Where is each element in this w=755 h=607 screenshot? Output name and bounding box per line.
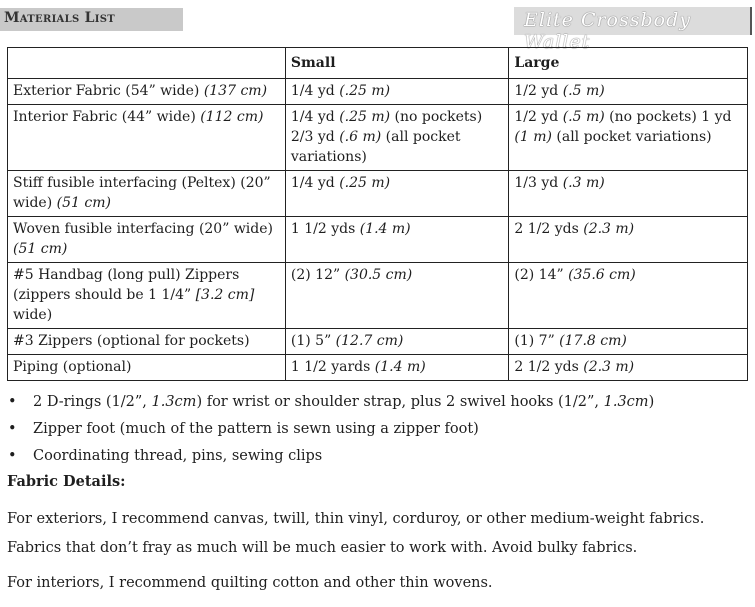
quantity-large-cell — [509, 171, 748, 217]
quantity-small-cell — [285, 355, 509, 381]
quantity-metric: (30.5 cm) — [344, 267, 413, 283]
quantity-large-cell — [509, 263, 748, 329]
quantity-metric: (17.8 cm) — [559, 333, 627, 349]
quantity-metric: (1.4 m) — [359, 221, 411, 237]
quantity-text: 2 1/2 yds — [514, 221, 584, 237]
bullet-icon: • — [8, 421, 17, 437]
quantity-text: 1/3 yd — [514, 175, 563, 191]
table-row — [8, 171, 748, 217]
material-metric: [3.2 cm] — [195, 287, 255, 303]
material-metric: (137 cm) — [203, 83, 268, 99]
quantity-metric: (.3 m) — [562, 175, 605, 191]
quantity-text: 1 1/2 yards — [290, 359, 375, 375]
list-item-text: Coordinating thread, pins, sewing clips — [33, 448, 323, 464]
table-row — [8, 329, 748, 355]
bullet-icon: • — [8, 448, 17, 464]
material-name: Piping (optional) — [13, 359, 132, 375]
list-item — [6, 392, 654, 419]
quantity-metric: (1.4 m) — [374, 359, 426, 375]
quantity-metric: (.5 m) — [562, 109, 605, 125]
quantity-metric: (35.6 cm) — [568, 267, 636, 283]
material-item-cell — [8, 217, 286, 263]
quantity-text: 1/2 yd — [514, 109, 563, 125]
quantity-large-cell — [509, 105, 748, 171]
quantity-metric: (.25 m) — [339, 109, 391, 125]
material-item-cell — [8, 79, 286, 105]
material-name: Interior Fabric (44” wide) — [13, 109, 196, 125]
quantity-text: (1) 5” — [290, 333, 336, 349]
fabric-details-paragraph: For exteriors, I recommend canvas, twill, thin vinyl, corduroy, or other medium-weight fabrics. Fabrics that don’t fray as much will be much easier to work with. Avoid bulky fabrics. — [7, 511, 705, 556]
list-item-text: 2 D-rings (1/2”, — [33, 394, 152, 410]
quantity-large-cell — [509, 355, 748, 381]
material-metric: (51 cm) — [56, 195, 111, 211]
material-item-cell — [8, 105, 286, 171]
quantity-large-cell — [509, 329, 748, 355]
quantity-text: (2) 14” — [514, 267, 569, 283]
material-metric: (112 cm) — [200, 109, 264, 125]
quantity-text: (all pocket variations) — [290, 129, 461, 165]
list-item-metric: 1.3cm — [151, 394, 197, 410]
material-metric: (51 cm) — [13, 241, 68, 257]
quantity-text: (no pockets) 1 yd — [604, 109, 732, 125]
material-name: #3 Zippers (optional for pockets) — [13, 333, 250, 349]
list-item-text: ) — [648, 394, 655, 410]
list-item — [6, 419, 654, 446]
table-row — [8, 355, 748, 381]
materials-table — [7, 47, 748, 381]
quantity-metric: (2.3 m) — [583, 221, 635, 237]
table-row — [8, 105, 748, 171]
material-name: Stiff fusible interfacing (Peltex) (20” wide) — [13, 175, 271, 211]
bullet-icon: • — [8, 394, 17, 410]
quantity-text: (no pockets) 2/3 yd — [290, 109, 483, 145]
list-item-text: Zipper foot (much of the pattern is sewn using a zipper foot) — [33, 421, 479, 437]
quantity-metric: (12.7 cm) — [335, 333, 404, 349]
quantity-metric: (.25 m) — [339, 83, 391, 99]
quantity-text: 2 1/2 yds — [514, 359, 584, 375]
material-name: #5 Handbag (long pull) Zippers (zippers should be 1 1/4” — [13, 267, 240, 303]
column-header-large: Large — [509, 48, 748, 79]
quantity-metric: (2.3 m) — [583, 359, 635, 375]
quantity-small-cell — [285, 79, 509, 105]
quantity-metric: (.5 m) — [562, 83, 605, 99]
quantity-large-cell — [509, 79, 748, 105]
material-name: Woven fusible interfacing (20” wide) — [13, 221, 273, 237]
fabric-details-paragraph: For interiors, I recommend quilting cotton and other thin wovens. — [7, 575, 493, 591]
quantity-small-cell — [285, 171, 509, 217]
logo-text: Elite Crossbody Wallet — [524, 9, 691, 53]
fabric-details-heading: Fabric Details: — [7, 473, 126, 490]
quantity-small-cell — [285, 105, 509, 171]
quantity-small-cell — [285, 217, 509, 263]
material-item-cell — [8, 171, 286, 217]
table-row — [8, 217, 748, 263]
quantity-text: (2) 12” — [290, 267, 345, 283]
quantity-text: (1) 7” — [514, 333, 560, 349]
quantity-text: (all pocket variations) — [551, 129, 712, 145]
column-header-item — [8, 48, 286, 79]
table-row — [8, 263, 748, 329]
quantity-small-cell — [285, 263, 509, 329]
material-item-cell — [8, 329, 286, 355]
quantity-text: 1/4 yd — [290, 83, 340, 99]
table-row — [8, 79, 748, 105]
material-name-suffix: wide) — [13, 307, 53, 323]
quantity-text: 1/4 yd — [290, 175, 340, 191]
materials-table-body — [8, 79, 748, 381]
column-header-small: Small — [285, 48, 509, 79]
quantity-text: 1/4 yd — [290, 109, 340, 125]
list-item — [6, 446, 654, 473]
section-title: Materials List — [4, 10, 116, 26]
list-item-text: ) for wrist or shoulder strap, plus 2 swivel hooks (1/2”, — [196, 394, 604, 410]
quantity-text: 1 1/2 yds — [290, 221, 360, 237]
quantity-metric: (1 m) — [514, 129, 552, 145]
material-item-cell — [8, 355, 286, 381]
list-item-metric: 1.3cm — [603, 394, 649, 410]
supplies-bullet-list — [6, 392, 654, 473]
quantity-text: 1/2 yd — [514, 83, 563, 99]
material-item-cell — [8, 263, 286, 329]
table-header-row — [8, 48, 748, 79]
material-name: Exterior Fabric (54” wide) — [13, 83, 200, 99]
quantity-large-cell — [509, 217, 748, 263]
quantity-metric: (.6 m) — [339, 129, 382, 145]
quantity-metric: (.25 m) — [339, 175, 391, 191]
quantity-small-cell — [285, 329, 509, 355]
